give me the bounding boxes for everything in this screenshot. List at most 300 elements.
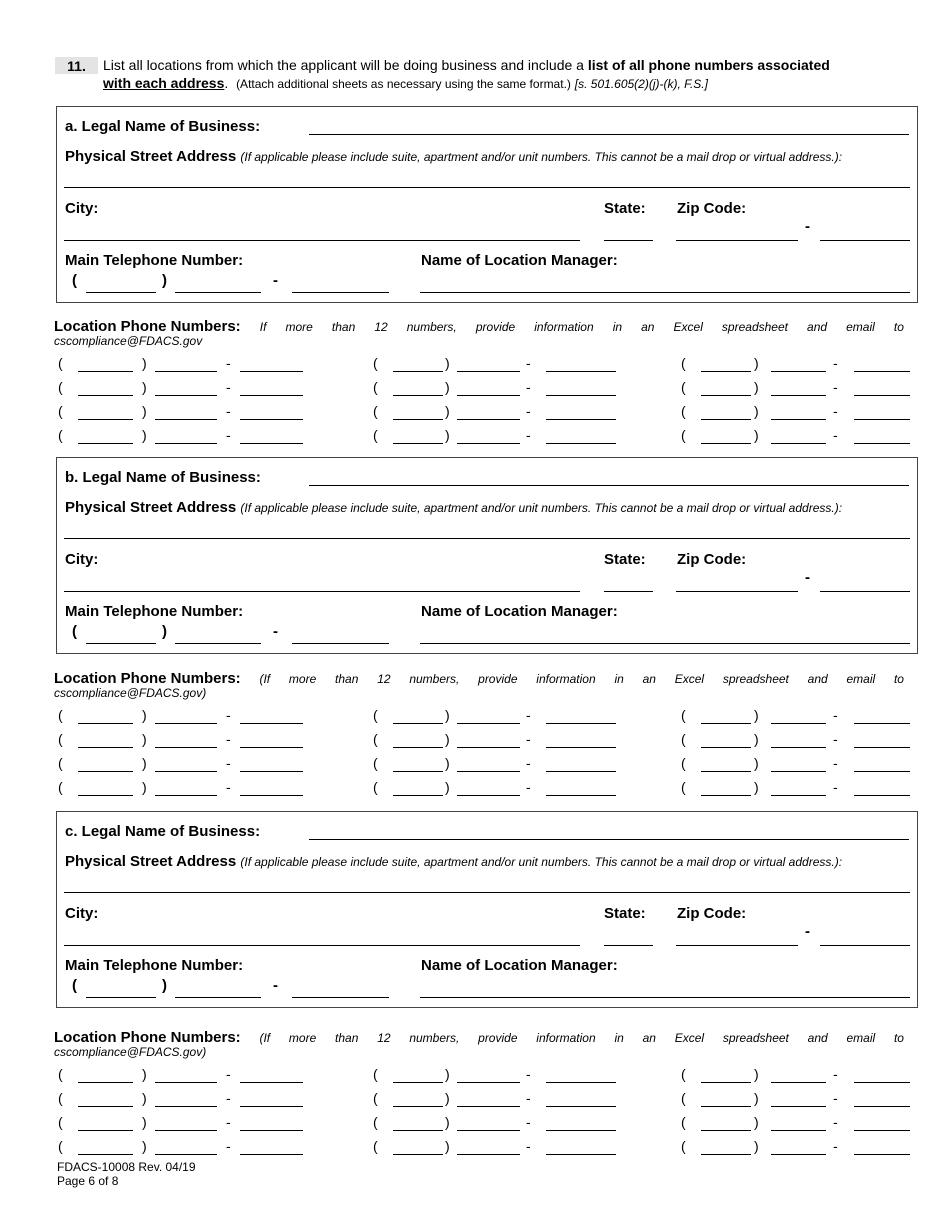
location-phone-title: Location Phone Numbers: <box>54 670 241 687</box>
phone-area-field[interactable] <box>393 1154 443 1155</box>
phone-line-field[interactable] <box>854 1106 910 1107</box>
phone-close-paren: ) <box>445 379 450 395</box>
phone-prefix-field[interactable] <box>155 1154 217 1155</box>
phone-open-paren: ( <box>681 427 686 443</box>
location-a-box <box>56 106 918 303</box>
state-field[interactable] <box>604 240 653 241</box>
phone-prefix-field[interactable] <box>457 1106 520 1107</box>
address-note: (If applicable please include suite, apartment and/or unit numbers. This cannot be a mail drop or virtual address.): <box>240 150 843 164</box>
phone-open-paren: ( <box>681 1114 686 1130</box>
phone-prefix-field[interactable] <box>771 723 826 724</box>
phone-area-field[interactable] <box>701 795 751 796</box>
phone-open-paren: ( <box>681 403 686 419</box>
address-field[interactable] <box>64 187 910 188</box>
phone-area-field[interactable] <box>393 419 443 420</box>
phone-line-field[interactable] <box>854 771 910 772</box>
phone-prefix-field[interactable] <box>457 443 520 444</box>
phone-open-paren: ( <box>681 731 686 747</box>
phone-note-word: an <box>642 1031 656 1045</box>
zip-label: Zip Code: <box>677 551 747 568</box>
phone-area-field[interactable] <box>393 1082 443 1083</box>
phone-close-paren: ) <box>445 779 450 795</box>
page-number: Page 6 of 8 <box>57 1174 119 1188</box>
phone-line-field[interactable] <box>240 395 303 396</box>
phone-area-field[interactable] <box>78 795 133 796</box>
phone-dash: - <box>226 731 231 747</box>
phone-dash: - <box>833 379 838 395</box>
phone-close-paren: ) <box>754 355 759 371</box>
phone-open-paren: ( <box>373 427 378 443</box>
phone-note-word: and <box>807 320 828 334</box>
phone-area-field[interactable] <box>701 395 751 396</box>
phone-line-field[interactable] <box>240 1154 303 1155</box>
legal-name-field[interactable] <box>309 134 909 135</box>
phone-dash: - <box>526 403 531 419</box>
phone-open-paren: ( <box>373 355 378 371</box>
phone-line-field[interactable] <box>854 395 910 396</box>
location-phone-title: Location Phone Numbers: <box>54 318 241 335</box>
phone-prefix-field[interactable] <box>457 723 520 724</box>
phone-line-field[interactable] <box>546 1154 616 1155</box>
phone-prefix-field[interactable] <box>155 1130 217 1131</box>
phone-close-paren: ) <box>754 379 759 395</box>
phone-prefix-field[interactable] <box>771 1106 826 1107</box>
address-label: Physical Street Address (If applicable please include suite, apartment and/or unit numbers. This cannot be a mail drop or virtual address.): <box>65 148 843 165</box>
phone-area-field[interactable] <box>393 795 443 796</box>
main-phone-area-field[interactable] <box>86 643 156 644</box>
phone-dash: - <box>226 1066 231 1082</box>
phone-prefix-field[interactable] <box>457 1082 520 1083</box>
phone-close-paren: ) <box>445 1114 450 1130</box>
phone-area-field[interactable] <box>78 747 133 748</box>
zip-field-2[interactable] <box>820 945 910 946</box>
main-phone-line-field[interactable] <box>292 997 389 998</box>
phone-close-paren: ) <box>142 755 147 771</box>
zip-dash: - <box>805 569 810 586</box>
phone-prefix-field[interactable] <box>155 419 217 420</box>
phone-open-paren: ( <box>373 755 378 771</box>
phone-dash: - <box>226 379 231 395</box>
main-phone-area-field[interactable] <box>86 997 156 998</box>
phone-line-field[interactable] <box>546 443 616 444</box>
phone-note-word: in <box>614 672 624 686</box>
main-phone-dash: - <box>273 623 278 640</box>
legal-name-label: a. Legal Name of Business: <box>65 118 261 135</box>
state-field[interactable] <box>604 591 653 592</box>
phone-dash: - <box>226 707 231 723</box>
phone-dash: - <box>526 1138 531 1154</box>
phone-note-word: an <box>641 320 655 334</box>
phone-dash: - <box>526 1114 531 1130</box>
phone-close-paren: ) <box>142 1066 147 1082</box>
phone-prefix-field[interactable] <box>457 1130 520 1131</box>
phone-dash: - <box>226 1138 231 1154</box>
phone-note-email: cscompliance@FDACS.gov) <box>54 686 207 700</box>
phone-dash: - <box>833 1138 838 1154</box>
main-phone-prefix-field[interactable] <box>175 292 261 293</box>
phone-prefix-field[interactable] <box>155 723 217 724</box>
phone-line-field[interactable] <box>546 419 616 420</box>
phone-area-field[interactable] <box>701 371 751 372</box>
phone-area-field[interactable] <box>701 1082 751 1083</box>
manager-label: Name of Location Manager: <box>421 603 618 620</box>
phone-area-field[interactable] <box>78 1130 133 1131</box>
address-field[interactable] <box>64 538 910 539</box>
location-b-box <box>56 457 918 654</box>
main-phone-label: Main Telephone Number: <box>65 957 244 974</box>
phone-close-paren: ) <box>754 1066 759 1082</box>
phone-line-field[interactable] <box>854 723 910 724</box>
phone-open-paren: ( <box>373 1114 378 1130</box>
phone-area-field[interactable] <box>393 371 443 372</box>
phone-open-paren: ( <box>58 427 63 443</box>
phone-prefix-field[interactable] <box>457 795 520 796</box>
address-label: Physical Street Address (If applicable please include suite, apartment and/or unit numbers. This cannot be a mail drop or virtual address.): <box>65 853 843 870</box>
phone-line-field[interactable] <box>240 371 303 372</box>
phone-note-word: in <box>614 1031 624 1045</box>
main-phone-dash: - <box>273 272 278 289</box>
main-phone-open-paren: ( <box>72 272 77 289</box>
phone-note-word: email <box>846 1031 876 1045</box>
phone-close-paren: ) <box>445 1138 450 1154</box>
phone-open-paren: ( <box>373 403 378 419</box>
phone-open-paren: ( <box>373 1066 378 1082</box>
main-phone-close-paren: ) <box>162 623 167 640</box>
phone-area-field[interactable] <box>701 723 751 724</box>
phone-line-field[interactable] <box>546 1106 616 1107</box>
main-phone-line-field[interactable] <box>292 643 389 644</box>
city-field[interactable] <box>64 240 580 241</box>
main-phone-dash: - <box>273 977 278 994</box>
phone-prefix-field[interactable] <box>771 443 826 444</box>
phone-dash: - <box>526 779 531 795</box>
phone-open-paren: ( <box>373 779 378 795</box>
phone-open-paren: ( <box>373 707 378 723</box>
phone-prefix-field[interactable] <box>771 371 826 372</box>
state-field[interactable] <box>604 945 653 946</box>
phone-area-field[interactable] <box>701 443 751 444</box>
phone-line-field[interactable] <box>854 1130 910 1131</box>
phone-area-field[interactable] <box>78 443 133 444</box>
phone-line-field[interactable] <box>854 747 910 748</box>
zip-field-2[interactable] <box>820 591 910 592</box>
phone-close-paren: ) <box>445 1066 450 1082</box>
phone-note-word: information <box>536 672 596 686</box>
phone-line-field[interactable] <box>240 747 303 748</box>
phone-open-paren: ( <box>58 1138 63 1154</box>
phone-area-field[interactable] <box>78 771 133 772</box>
phone-area-field[interactable] <box>78 723 133 724</box>
state-label: State: <box>604 551 646 568</box>
zip-dash: - <box>805 218 810 235</box>
phone-note-word: to <box>893 672 904 686</box>
phone-note-word: more <box>288 672 317 686</box>
phone-line-field[interactable] <box>240 443 303 444</box>
phone-prefix-field[interactable] <box>771 1130 826 1131</box>
question-citation: [s. 501.605(2)(j)-(k), F.S.] <box>574 77 708 91</box>
location-phone-header <box>54 318 904 348</box>
phone-dash: - <box>226 779 231 795</box>
phone-line-field[interactable] <box>854 795 910 796</box>
phone-close-paren: ) <box>142 1138 147 1154</box>
phone-prefix-field[interactable] <box>771 1082 826 1083</box>
zip-field-1[interactable] <box>676 591 798 592</box>
phone-area-field[interactable] <box>701 747 751 748</box>
phone-open-paren: ( <box>681 379 686 395</box>
phone-prefix-field[interactable] <box>155 443 217 444</box>
phone-area-field[interactable] <box>701 1106 751 1107</box>
phone-close-paren: ) <box>754 779 759 795</box>
phone-line-field[interactable] <box>240 1106 303 1107</box>
phone-dash: - <box>526 355 531 371</box>
phone-open-paren: ( <box>58 755 63 771</box>
phone-prefix-field[interactable] <box>457 747 520 748</box>
phone-open-paren: ( <box>373 379 378 395</box>
phone-line-field[interactable] <box>546 371 616 372</box>
phone-note-word: provide <box>478 1031 518 1045</box>
phone-close-paren: ) <box>445 707 450 723</box>
phone-close-paren: ) <box>754 1114 759 1130</box>
phone-prefix-field[interactable] <box>457 1154 520 1155</box>
phone-close-paren: ) <box>142 731 147 747</box>
phone-line-field[interactable] <box>546 747 616 748</box>
phone-open-paren: ( <box>373 1138 378 1154</box>
phone-close-paren: ) <box>445 355 450 371</box>
phone-line-field[interactable] <box>546 1130 616 1131</box>
phone-line-field[interactable] <box>546 771 616 772</box>
phone-area-field[interactable] <box>393 747 443 748</box>
phone-prefix-field[interactable] <box>457 419 520 420</box>
phone-line-field[interactable] <box>546 395 616 396</box>
phone-dash: - <box>833 1114 838 1130</box>
main-phone-open-paren: ( <box>72 623 77 640</box>
question-text-bold: list of all phone numbers associated <box>587 57 830 73</box>
phone-line-field[interactable] <box>854 371 910 372</box>
manager-field[interactable] <box>420 643 910 644</box>
phone-prefix-field[interactable] <box>771 747 826 748</box>
phone-open-paren: ( <box>58 355 63 371</box>
legal-name-field[interactable] <box>309 839 909 840</box>
phone-close-paren: ) <box>445 403 450 419</box>
phone-note-word: provide <box>475 320 516 334</box>
address-note: (If applicable please include suite, apartment and/or unit numbers. This cannot be a mail drop or virtual address.): <box>240 501 843 515</box>
address-note: (If applicable please include suite, apartment and/or unit numbers. This cannot be a mail drop or virtual address.): <box>240 855 843 869</box>
phone-line-field[interactable] <box>546 795 616 796</box>
phone-note-word: an <box>642 672 656 686</box>
phone-area-field[interactable] <box>701 1130 751 1131</box>
phone-prefix-field[interactable] <box>155 1082 217 1083</box>
phone-close-paren: ) <box>142 779 147 795</box>
main-phone-label: Main Telephone Number: <box>65 252 244 269</box>
phone-open-paren: ( <box>58 1090 63 1106</box>
main-phone-close-paren: ) <box>162 977 167 994</box>
phone-line-field[interactable] <box>854 419 910 420</box>
phone-area-field[interactable] <box>78 395 133 396</box>
phone-prefix-field[interactable] <box>155 1106 217 1107</box>
address-label: Physical Street Address (If applicable please include suite, apartment and/or unit numbers. This cannot be a mail drop or virtual address.): <box>65 499 843 516</box>
phone-area-field[interactable] <box>393 395 443 396</box>
phone-prefix-field[interactable] <box>771 771 826 772</box>
phone-area-field[interactable] <box>78 1154 133 1155</box>
manager-field[interactable] <box>420 292 910 293</box>
zip-label: Zip Code: <box>677 905 747 922</box>
state-label: State: <box>604 905 646 922</box>
main-phone-label: Main Telephone Number: <box>65 603 244 620</box>
phone-prefix-field[interactable] <box>155 395 217 396</box>
phone-note-word: (If <box>259 672 271 686</box>
manager-label: Name of Location Manager: <box>421 957 618 974</box>
question-text-underlined: with each address <box>103 75 225 91</box>
phone-line-field[interactable] <box>854 1154 910 1155</box>
phone-note-word: than <box>335 1031 359 1045</box>
phone-prefix-field[interactable] <box>771 395 826 396</box>
city-label: City: <box>65 551 99 568</box>
phone-note-word: spreadsheet <box>721 320 788 334</box>
phone-note-word: and <box>807 672 828 686</box>
phone-dash: - <box>226 1090 231 1106</box>
phone-note-word: Excel <box>674 1031 705 1045</box>
phone-close-paren: ) <box>445 755 450 771</box>
phone-close-paren: ) <box>445 427 450 443</box>
phone-line-field[interactable] <box>240 795 303 796</box>
phone-area-field[interactable] <box>393 771 443 772</box>
zip-dash: - <box>805 923 810 940</box>
phone-line-field[interactable] <box>240 723 303 724</box>
phone-note-word: provide <box>478 672 518 686</box>
phone-area-field[interactable] <box>701 1154 751 1155</box>
phone-note-word: Excel <box>673 320 703 334</box>
phone-note-word: more <box>288 1031 317 1045</box>
phone-close-paren: ) <box>142 1114 147 1130</box>
phone-area-field[interactable] <box>393 1106 443 1107</box>
phone-area-field[interactable] <box>701 419 751 420</box>
city-field[interactable] <box>64 945 580 946</box>
phone-close-paren: ) <box>142 379 147 395</box>
phone-area-field[interactable] <box>78 1106 133 1107</box>
phone-note-word: more <box>285 320 313 334</box>
phone-area-field[interactable] <box>78 371 133 372</box>
phone-note-word: email <box>846 320 875 334</box>
main-phone-prefix-field[interactable] <box>175 997 261 998</box>
city-label: City: <box>65 905 99 922</box>
phone-dash: - <box>526 1090 531 1106</box>
phone-note-word: and <box>807 1031 828 1045</box>
phone-line-field[interactable] <box>240 771 303 772</box>
phone-area-field[interactable] <box>701 771 751 772</box>
phone-line-field[interactable] <box>854 1082 910 1083</box>
main-phone-line-field[interactable] <box>292 292 389 293</box>
phone-open-paren: ( <box>681 1066 686 1082</box>
phone-prefix-field[interactable] <box>155 371 217 372</box>
phone-prefix-field[interactable] <box>457 771 520 772</box>
question-text-start: List all locations from which the applicant will be doing business and include a <box>103 57 584 73</box>
phone-line-field[interactable] <box>854 443 910 444</box>
phone-area-field[interactable] <box>78 419 133 420</box>
main-phone-prefix-field[interactable] <box>175 643 261 644</box>
phone-line-field[interactable] <box>546 1082 616 1083</box>
phone-prefix-field[interactable] <box>457 371 520 372</box>
location-phone-header <box>54 1029 904 1059</box>
phone-note-word: to <box>893 320 904 334</box>
phone-dash: - <box>526 379 531 395</box>
phone-line-field[interactable] <box>240 1082 303 1083</box>
phone-line-field[interactable] <box>546 723 616 724</box>
phone-prefix-field[interactable] <box>155 747 217 748</box>
phone-note-word: email <box>846 672 876 686</box>
legal-name-label: b. Legal Name of Business: <box>65 469 261 486</box>
phone-close-paren: ) <box>445 731 450 747</box>
phone-close-paren: ) <box>142 707 147 723</box>
phone-note-word: information <box>536 1031 596 1045</box>
phone-close-paren: ) <box>754 1090 759 1106</box>
phone-note-word: Excel <box>674 672 705 686</box>
main-phone-area-field[interactable] <box>86 292 156 293</box>
phone-open-paren: ( <box>58 379 63 395</box>
phone-prefix-field[interactable] <box>771 795 826 796</box>
phone-prefix-field[interactable] <box>771 1154 826 1155</box>
manager-field[interactable] <box>420 997 910 998</box>
phone-dash: - <box>833 1066 838 1082</box>
question-attach-note: (Attach additional sheets as necessary using the same format.) <box>236 77 571 91</box>
phone-prefix-field[interactable] <box>155 795 217 796</box>
address-field[interactable] <box>64 892 910 893</box>
phone-area-field[interactable] <box>78 1082 133 1083</box>
phone-note-word: If <box>259 320 267 334</box>
form-id: FDACS-10008 Rev. 04/19 <box>57 1160 196 1174</box>
phone-close-paren: ) <box>445 1090 450 1106</box>
phone-open-paren: ( <box>58 731 63 747</box>
phone-prefix-field[interactable] <box>457 395 520 396</box>
city-field[interactable] <box>64 591 580 592</box>
phone-close-paren: ) <box>754 403 759 419</box>
manager-label: Name of Location Manager: <box>421 252 618 269</box>
zip-field-2[interactable] <box>820 240 910 241</box>
phone-note-word: (If <box>259 1031 271 1045</box>
phone-dash: - <box>833 779 838 795</box>
location-phone-header <box>54 670 904 700</box>
phone-open-paren: ( <box>681 1090 686 1106</box>
phone-area-field[interactable] <box>393 443 443 444</box>
phone-note-word: in <box>612 320 623 334</box>
phone-note-word: 12 <box>377 672 391 686</box>
phone-area-field[interactable] <box>393 1130 443 1131</box>
phone-note-word: numbers, <box>409 672 460 686</box>
legal-name-field[interactable] <box>309 485 909 486</box>
phone-close-paren: ) <box>142 403 147 419</box>
city-label: City: <box>65 200 99 217</box>
phone-note-email: cscompliance@FDACS.gov <box>54 334 203 348</box>
phone-close-paren: ) <box>754 731 759 747</box>
zip-field-1[interactable] <box>676 240 798 241</box>
phone-close-paren: ) <box>754 755 759 771</box>
phone-dash: - <box>226 355 231 371</box>
phone-note-word: spreadsheet <box>722 672 789 686</box>
phone-area-field[interactable] <box>393 723 443 724</box>
phone-close-paren: ) <box>142 1090 147 1106</box>
zip-field-1[interactable] <box>676 945 798 946</box>
phone-prefix-field[interactable] <box>771 419 826 420</box>
phone-close-paren: ) <box>142 355 147 371</box>
phone-line-field[interactable] <box>240 419 303 420</box>
phone-dash: - <box>526 1066 531 1082</box>
main-phone-open-paren: ( <box>72 977 77 994</box>
phone-line-field[interactable] <box>240 1130 303 1131</box>
phone-open-paren: ( <box>58 1066 63 1082</box>
phone-open-paren: ( <box>58 707 63 723</box>
phone-note-email: cscompliance@FDACS.gov) <box>54 1045 207 1059</box>
phone-note-word: than <box>331 320 356 334</box>
phone-prefix-field[interactable] <box>155 771 217 772</box>
